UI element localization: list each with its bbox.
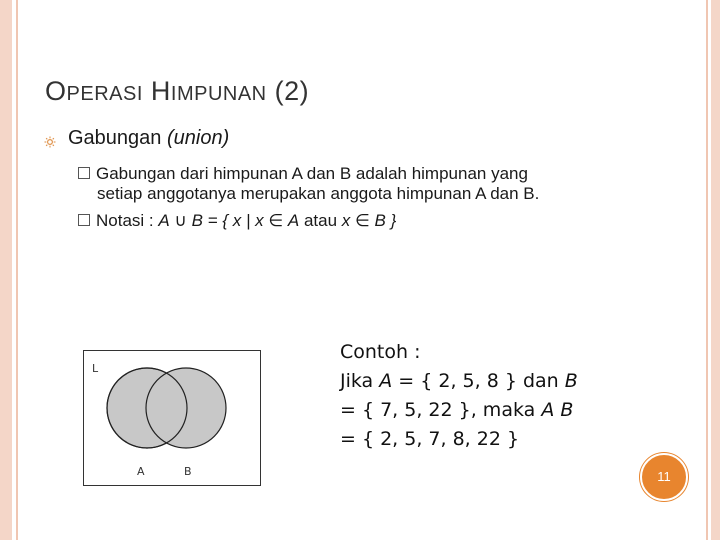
- definition-line-2: [97, 184, 539, 204]
- example-set-a-values: = { 2, 5, 8 } dan: [392, 370, 565, 392]
- notation-set-a-2: A: [287, 211, 300, 230]
- left-border: [0, 0, 12, 540]
- heading-label: Gabungan: [68, 127, 162, 149]
- heading-italic: (union): [166, 127, 230, 149]
- union-symbol: ∪: [174, 211, 187, 230]
- notation-set-b: x ∈ B }: [341, 211, 397, 230]
- example-if: Jika: [340, 370, 380, 392]
- example-line-2: [340, 367, 578, 396]
- set-b-label: B: [184, 465, 192, 478]
- sun-bullet-icon: [44, 136, 56, 148]
- left-border-line: [16, 0, 18, 540]
- set-b-circle: [146, 368, 226, 448]
- notation-set-a: A: [158, 211, 170, 230]
- title-suffix: (2): [274, 76, 310, 106]
- right-border-line: [706, 0, 708, 540]
- example-line-4: = { 2, 5, 7, 8, 22 }: [340, 428, 520, 450]
- page-number-badge: 11: [640, 453, 688, 501]
- example-line-1: Contoh :: [340, 341, 421, 363]
- notation-line: [78, 210, 396, 231]
- definition-text-1: Gabungan dari himpunan A dan B adalah himpunan yang: [96, 164, 528, 183]
- definition-text-2: setiap anggotanya merupakan anggota himpunan A dan B.: [97, 184, 540, 203]
- universe-label: L: [92, 362, 99, 375]
- example-set-b-values: = { 7, 5, 22 }, maka: [340, 399, 542, 421]
- checkbox-bullet-icon: [78, 167, 90, 179]
- notation-set-builder: B = { x | x ∈: [191, 211, 284, 230]
- heading-union: [68, 127, 229, 150]
- slide-title: [45, 76, 309, 107]
- right-border: [711, 0, 720, 540]
- set-a-label: A: [137, 465, 145, 478]
- venn-diagram: [83, 350, 261, 491]
- notation-or: atau: [303, 211, 338, 230]
- title-initial-o: O: [45, 76, 67, 106]
- title-word-2: IMPUNAN: [170, 83, 267, 105]
- notation-prefix: Notasi :: [96, 211, 159, 230]
- example-set-a: A: [379, 370, 393, 392]
- definition-line-1: [78, 163, 528, 184]
- example-set-b: B: [564, 370, 578, 392]
- checkbox-bullet-icon: [78, 214, 90, 226]
- example-block: [340, 338, 578, 454]
- title-initial-h: H: [150, 76, 171, 106]
- example-line-3: [340, 396, 578, 425]
- example-union: A B: [541, 399, 574, 421]
- title-word-1: PERASI: [66, 83, 143, 105]
